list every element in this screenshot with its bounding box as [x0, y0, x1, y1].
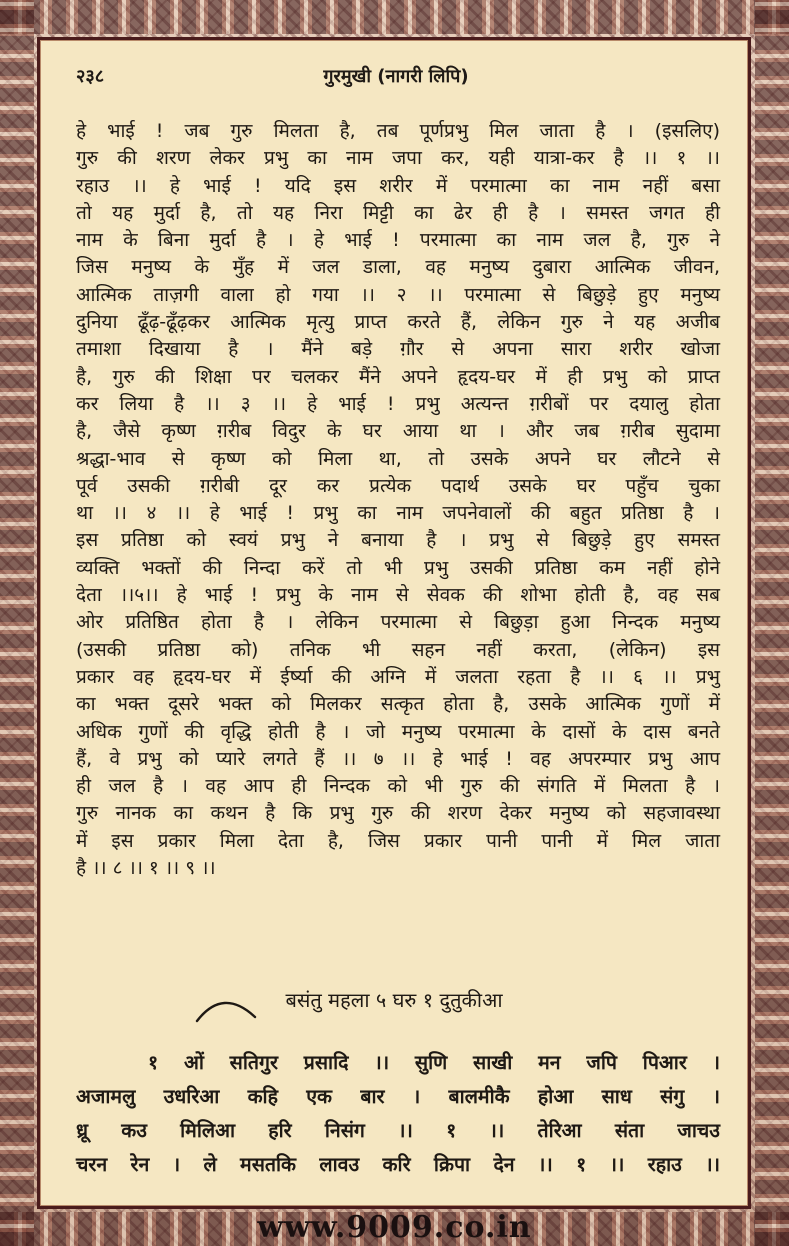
commentary-line: व्यक्ति भक्तों की निन्दा करें तो भी प्रभु उसकी प्रतिष्ठा कम नहीं होने — [76, 556, 720, 579]
commentary-line: आत्मिक ताज़गी वाला हो गया ।। २ ।। परमात्मा से बिछुड़े हुए मनुष्य — [76, 283, 720, 306]
commentary-line: प्रकार वह हृदय-घर में ईर्ष्या की अग्नि में जलता रहता है ।। ६ ।। प्रभु — [76, 665, 720, 688]
frame-border-left — [0, 0, 34, 1246]
page-header — [76, 64, 716, 94]
frame-border-top — [0, 0, 789, 34]
commentary-line: कर लिया है ।। ३ ।। हे भाई ! प्रभु अत्यन्त ग़रीबों पर दयालु होता — [76, 392, 720, 415]
running-title: गुरमुखी (नागरी लिपि) — [323, 66, 469, 87]
commentary-line: पूर्व उसकी ग़रीबी दूर कर प्रत्येक पदार्थ उसके घर पहुँच चुका — [76, 474, 720, 497]
commentary-line: में इस प्रकार मिला देता है, जिस प्रकार पानी पानी में मिल जाता — [76, 829, 720, 852]
gurbani-line: ध्रू कउ मिलिआ हरि निसंग ।। १ ।। तेरिआ संता जाचउ — [76, 1119, 720, 1142]
book-page — [37, 37, 751, 1209]
page-number: २३८ — [76, 66, 105, 87]
commentary-line: है, गुरु की शिक्षा पर चलकर मैंने अपने हृदय-घर में ही प्रभु को प्राप्त — [76, 365, 720, 388]
commentary-line: श्रद्धा-भाव से कृष्ण को मिला था, तो उसके अपने घर लौटने से — [76, 447, 720, 470]
commentary-line: ही जल है । वह आप ही निन्दक को भी गुरु की संगति में मिलता है । — [76, 775, 720, 798]
gurbani-verse — [76, 1046, 720, 1182]
commentary-line: का भक्त दूसरे भक्त को मिलकर सत्कृत होता है, उसके आत्मिक गुणों में — [76, 693, 720, 716]
commentary-line: जिस मनुष्य के मुँह में जल डाला, वह मनुष्य दुबारा आत्मिक जीवन, — [76, 256, 720, 279]
commentary-text — [76, 118, 720, 882]
commentary-line: है, जैसे कृष्ण ग़रीब विदुर के घर आया था । और जब ग़रीब सुदामा — [76, 420, 720, 443]
section-heading: बसंतु महला ५ घरु १ दुतुकीआ — [285, 988, 503, 1012]
commentary-line: गुरु की शरण लेकर प्रभु का नाम जपा कर, यही यात्रा-कर है ।। १ ।। — [76, 147, 720, 170]
commentary-line: था ।। ४ ।। हे भाई ! प्रभु का नाम जपनेवालों की बहुत प्रतिष्ठा है । — [76, 502, 720, 525]
gurbani-line: अजामलु उधरिआ कहि एक बार । बालमीकै होआ साध संगु । — [76, 1085, 720, 1108]
commentary-line: है ।। ८ ।। १ ।। ९ ।। — [76, 857, 216, 880]
commentary-line: तमाशा दिखाया है । मैंने बड़े ग़ौर से अपना सारा शरीर खोजा — [76, 338, 720, 361]
commentary-line: इस प्रतिष्ठा को स्वयं प्रभु ने बनाया है । प्रभु से बिछुड़े हुए समस्त — [76, 529, 720, 552]
commentary-line: हैं, वे प्रभु को प्यारे लगते हैं ।। ७ ।। हे भाई ! वह अपरम्पार प्रभु आप — [76, 747, 720, 770]
commentary-line: नाम के बिना मुर्दा है । हे भाई ! परमात्मा का नाम जल है, गुरु ने — [76, 229, 720, 252]
commentary-line: (उसकी प्रतिष्ठा को) तनिक भी सहन नहीं करता, (लेकिन) इस — [76, 638, 720, 661]
om-arc-mark — [193, 993, 263, 1023]
commentary-line: ओर प्रतिष्ठित होता है । लेकिन परमात्मा से बिछुड़ा हुआ निन्दक मनुष्य — [76, 611, 720, 634]
gurbani-line: १ ओं सतिगुर प्रसादि ।। सुणि साखी मन जपि पिआर । — [148, 1051, 720, 1074]
gurbani-line: चरन रेन । ले मसतकि लावउ करि क्रिपा देन ।। १ ।। रहाउ ।। — [76, 1153, 720, 1176]
frame-border-right — [755, 0, 789, 1246]
commentary-line: गुरु नानक का कथन है कि प्रभु गुरु की शरण देकर मनुष्य को सहजावस्था — [76, 802, 720, 825]
commentary-line: तो यह मुर्दा है, तो यह निरा मिट्टी का ढेर ही है । समस्त जगत ही — [76, 201, 720, 224]
commentary-line: देता ।।५।। हे भाई ! प्रभु के नाम से सेवक की शोभा होती है, वह सब — [76, 584, 720, 607]
commentary-line: दुनिया ढूँढ़-ढूँढ़कर आत्मिक मृत्यु प्राप्त करते हैं, लेकिन गुरु ने यह अजीब — [76, 311, 720, 334]
commentary-line: रहाउ ।। हे भाई ! यदि इस शरीर में परमात्मा का नाम नहीं बसा — [76, 174, 720, 197]
website-watermark: www.9009.co.in — [257, 1210, 532, 1245]
commentary-line: अधिक गुणों की वृद्धि होती है । जो मनुष्य परमात्मा के दासों के दास बनते — [76, 720, 720, 743]
commentary-line: हे भाई ! जब गुरु मिलता है, तब पूर्णप्रभु मिल जाता है । (इसलिए) — [76, 120, 720, 142]
